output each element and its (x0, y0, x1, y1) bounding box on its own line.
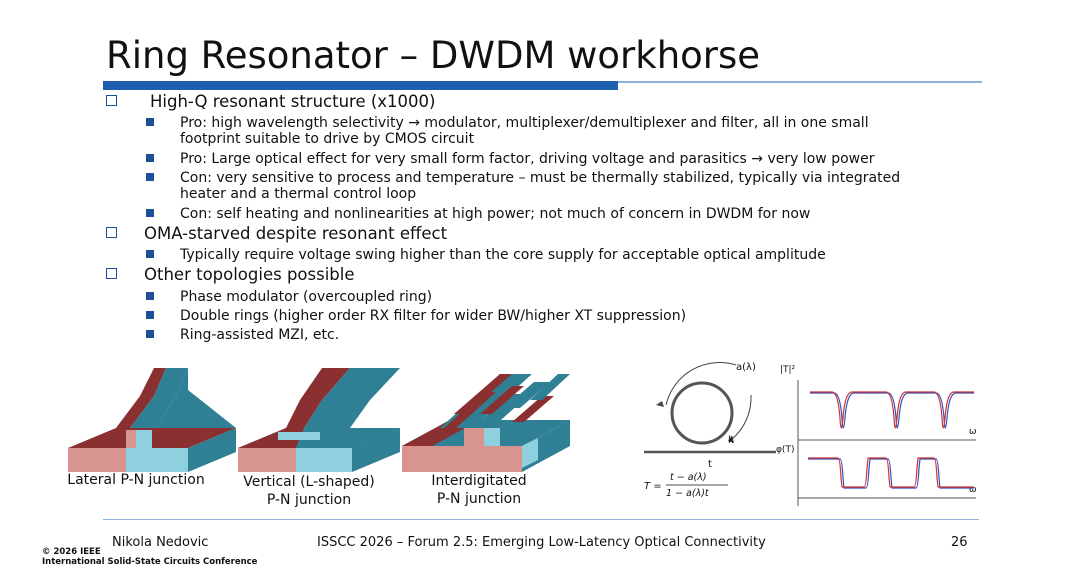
bullet-text: Ring-assisted MZI, etc. (180, 327, 340, 343)
transmission-magnitude-label: |T|² (780, 365, 796, 375)
title-underline-thin (618, 81, 982, 83)
hollow-square-bullet-icon (106, 95, 117, 106)
ring-resonator-diagram (636, 355, 786, 505)
arrowhead-icon (656, 401, 664, 407)
caption-vertical: Vertical (L-shaped) P-N junction (243, 474, 375, 508)
filled-square-bullet-icon (146, 292, 154, 300)
omega-label: ω (969, 427, 977, 437)
t-label: t (708, 459, 712, 470)
filled-square-bullet-icon (146, 154, 154, 162)
magnitude-curve-blue (810, 393, 974, 428)
bullet-text: Other topologies possible (144, 265, 355, 284)
bullet-text: Pro: Large optical effect for very small form factor, driving voltage and parasitics → very low power (180, 151, 875, 167)
bullet-text: Typically require voltage swing higher than the core supply for acceptable optical amplitude (180, 247, 826, 263)
a-label: a(λ) (736, 362, 756, 373)
filled-square-bullet-icon (146, 118, 154, 126)
filled-square-bullet-icon (146, 330, 154, 338)
lateral-pn-junction-diagram (68, 368, 236, 472)
footer-rule (103, 519, 979, 520)
phase-label: φ(T) (776, 445, 795, 455)
bullet-text: Con: self heating and nonlinearities at high power; not much of concern in DWDM for now (180, 206, 811, 222)
slide-title: Ring Resonator – DWDM workhorse (106, 34, 761, 77)
arc-arrow-right (731, 395, 751, 440)
omega-label: ω (969, 485, 977, 495)
footer-author: Nikola Nedovic (112, 535, 209, 550)
bullet-level1 (106, 224, 447, 243)
bullet-text: High-Q resonant structure (x1000) (150, 92, 436, 111)
ring-waveguide (672, 383, 732, 443)
transmission-phase-plots (776, 358, 982, 510)
caption-lateral: Lateral P-N junction (67, 472, 205, 488)
formula-denominator: 1 − a(λ)t (666, 488, 709, 499)
vertical-pn-junction-diagram (238, 368, 400, 472)
bullet-text: Con: very sensitive to process and temperature – must be thermally stabilized, typically via integrated heater and a thermal control loop (180, 170, 901, 202)
filled-square-bullet-icon (146, 209, 154, 217)
k-label: k (728, 435, 734, 446)
hollow-square-bullet-icon (106, 268, 117, 279)
page-number: 26 (951, 535, 968, 550)
formula-lhs: T = (644, 481, 662, 492)
filled-square-bullet-icon (146, 311, 154, 319)
junction-diagrams (60, 360, 590, 472)
hollow-square-bullet-icon (106, 227, 117, 238)
phase-curve-blue (808, 459, 974, 488)
bullet-text: Pro: high wavelength selectivity → modulator, multiplexer/demultiplexer and filter, all in one small footprint suitable to drive by CMOS circuit (180, 115, 869, 147)
formula-numerator: t − a(λ) (670, 472, 707, 483)
title-underline-thick (103, 81, 618, 90)
bullet-level1 (106, 92, 435, 111)
copyright-line-2: International Solid-State Circuits Conference (42, 557, 258, 567)
interdigitated-pn-junction-diagram (402, 374, 570, 472)
footer-conference: ISSCC 2026 – Forum 2.5: Emerging Low-Latency Optical Connectivity (317, 535, 766, 550)
bullet-text: Phase modulator (overcoupled ring) (180, 289, 433, 305)
filled-square-bullet-icon (146, 173, 154, 181)
bullet-text: Double rings (higher order RX filter for wider BW/higher XT suppression) (180, 308, 687, 324)
caption-interdigitated: Interdigitated P-N junction (431, 473, 527, 507)
bullet-level1 (106, 265, 355, 284)
copyright-line-1: © 2026 IEEE (42, 547, 101, 557)
bullet-text: OMA-starved despite resonant effect (144, 224, 448, 243)
filled-square-bullet-icon (146, 250, 154, 258)
